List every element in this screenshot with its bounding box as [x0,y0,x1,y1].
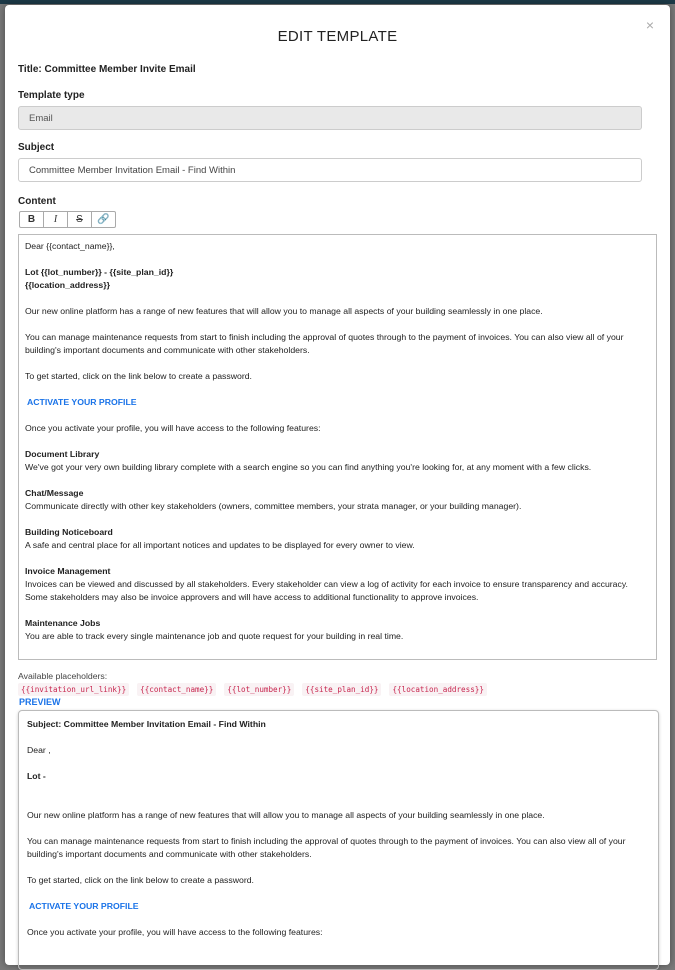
feature-text: Communicate directly with other key stakeholders (owners, committee members, your strata manager, or your building manager). [25,501,522,511]
preview-spacer [27,796,650,809]
preview-subject: Subject: Committee Member Invitation Email - Find Within [27,719,266,729]
italic-button[interactable]: I [44,211,68,228]
preview-activate-link[interactable]: ACTIVATE YOUR PROFILE [29,901,139,911]
placeholder-chip[interactable]: {{lot_number}} [224,683,294,696]
placeholder-chip[interactable]: {{location_address}} [389,683,486,696]
placeholder-list [18,683,487,696]
strikethrough-button[interactable]: S [68,211,92,228]
preview-panel [18,710,659,970]
feature-title: Building Noticeboard [25,527,113,537]
bold-button[interactable]: B [19,211,44,228]
content-access-intro: Once you activate your profile, you will have access to the following features: [25,423,321,433]
feature-title: Document Library [25,449,100,459]
placeholders-label: Available placeholders: [18,671,108,681]
content-editor[interactable] [18,234,657,660]
content-maintenance: You can manage maintenance requests from start to finish including the approval of quotes through to the payment of invoices. You can also view all of your building's important documents and communicate with other stakeholders. [25,332,624,355]
subject-label: Subject [18,142,55,153]
preview-access-intro: Once you activate your profile, you will have access to the following features: [27,927,323,937]
feature-title: Chat/Message [25,488,84,498]
content-lot-line: Lot {{lot_number}} - {{site_plan_id}} [25,267,174,277]
preview-get-started: To get started, click on the link below to create a password. [27,875,254,885]
activate-profile-link[interactable]: ACTIVATE YOUR PROFILE [27,397,137,407]
content-label: Content [18,196,56,207]
subject-input[interactable]: Committee Member Invitation Email - Find Within [18,158,642,182]
placeholder-chip[interactable]: {{invitation_url_link}} [18,683,129,696]
content-location-line: {{location_address}} [25,280,110,290]
modal-title: EDIT TEMPLATE [277,28,398,45]
feature-title: Maintenance Jobs [25,618,101,628]
template-type-field: Email [18,106,642,130]
preview-intro: Our new online platform has a range of new features that will allow you to manage all aspects of your building seamlessly in one place. [27,810,545,820]
content-greeting: Dear {{contact_name}}, [25,241,115,251]
template-type-label: Template type [18,90,85,101]
placeholder-chip[interactable]: {{site_plan_id}} [302,683,381,696]
preview-empty-location [27,783,650,796]
feature-text: We've got your very own building library complete with a search engine so you can find anything you're looking for, at any moment with a few clicks. [25,462,592,472]
preview-lot-line: Lot - [27,771,46,781]
placeholder-chip[interactable]: {{contact_name}} [137,683,216,696]
link-icon[interactable]: 🔗 [92,211,116,228]
content-intro: Our new online platform has a range of new features that will allow you to manage all aspects of your building seamlessly in one place. [25,306,543,316]
close-icon[interactable]: × [645,17,654,33]
preview-maintenance: You can manage maintenance requests from start to finish including the approval of quotes through to the payment of invoices. You can also view all of your building's important documents and communicate with other stakeholders. [27,836,626,859]
feature-text: You are able to track every single maintenance job and quote request for your building in real time. [25,631,404,641]
feature-text: A safe and central place for all important notices and updates to be displayed for every owner to view. [25,540,415,550]
content-get-started: To get started, click on the link below to create a password. [25,371,252,381]
editor-toolbar [19,211,116,228]
preview-greeting: Dear , [27,745,51,755]
backdrop [0,0,675,4]
template-title: Title: Committee Member Invite Email [18,64,196,75]
feature-text: Invoices can be viewed and discussed by all stakeholders. Every stakeholder can view a log of activity for each invoice to ensure transparency and accuracy. Some stakeholders may also be invoice approvers and will have access to additional functionality to approve invoices. [25,579,628,602]
edit-template-modal [5,5,670,965]
feature-title: Invoice Management [25,566,111,576]
preview-label: PREVIEW [19,697,61,707]
